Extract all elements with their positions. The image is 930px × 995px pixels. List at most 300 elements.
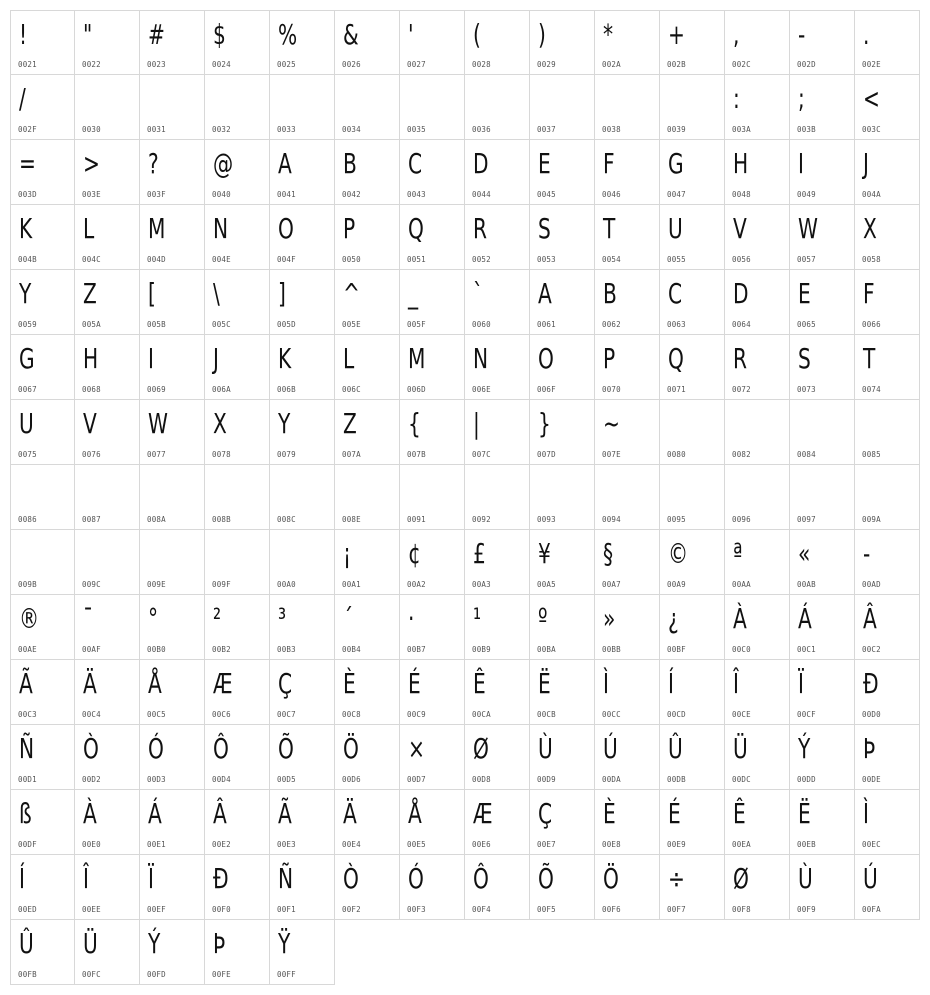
glyph-cell [75,140,140,205]
glyph-codepoint: 004C [82,255,101,264]
glyph-char: + [668,18,685,51]
glyph-cell [595,140,660,205]
glyph-cell [725,10,790,75]
glyph-char: » [603,602,616,635]
glyph-cell [75,270,140,335]
glyph-char: ] [278,277,286,310]
glyph-char: Ê [473,667,486,700]
glyph-cell [140,790,205,855]
glyph-codepoint: 00A3 [472,580,491,589]
glyph-cell [595,530,660,595]
glyph-codepoint: 00A1 [342,580,361,589]
glyph-char: U [668,212,683,245]
glyph-char: ^ [343,277,360,310]
glyph-codepoint: 007E [602,450,621,459]
glyph-char: O [538,342,554,375]
glyph-codepoint: 007A [342,450,361,459]
glyph-char: R [473,212,488,245]
glyph-char: ! [19,18,28,51]
glyph-cell [400,205,465,270]
glyph-codepoint: 00D5 [277,775,296,784]
glyph-codepoint: 0027 [407,60,426,69]
glyph-cell [400,465,465,530]
glyph-codepoint: 00AD [862,580,881,589]
glyph-codepoint: 00BB [602,645,621,654]
glyph-char: P [603,342,616,375]
glyph-codepoint: 00DC [732,775,751,784]
glyph-codepoint: 00D6 [342,775,361,784]
glyph-codepoint: 00C4 [82,710,101,719]
glyph-codepoint: 00AA [732,580,751,589]
glyph-char: H [733,147,749,180]
glyph-cell [660,595,725,660]
glyph-codepoint: 005D [277,320,296,329]
glyph-char: Ñ [278,862,294,895]
glyph-cell [205,790,270,855]
glyph-cell [400,855,465,920]
glyph-cell [270,660,335,725]
glyph-codepoint: 0076 [82,450,101,459]
glyph-cell [725,270,790,335]
glyph-cell [10,855,75,920]
glyph-char: ~ [603,407,620,440]
glyph-codepoint: 005B [147,320,166,329]
glyph-codepoint: 00A7 [602,580,621,589]
glyph-codepoint: 00D0 [862,710,881,719]
glyph-cell [855,855,920,920]
glyph-char: S [798,342,811,375]
glyph-codepoint: 0049 [797,190,816,199]
glyph-cell [140,270,205,335]
glyph-cell [270,10,335,75]
glyph-char: Æ [473,797,493,830]
glyph-codepoint: 00EC [862,840,881,849]
glyph-codepoint: 0033 [277,125,296,134]
glyph-char: Ü [733,732,748,765]
glyph-char: Z [83,277,97,310]
glyph-cell [595,660,660,725]
glyph-codepoint: 00CA [472,710,491,719]
glyph-codepoint: 00C0 [732,645,751,654]
glyph-char: X [863,212,877,245]
glyph-char: Ú [603,732,618,765]
glyph-cell [855,660,920,725]
glyph-codepoint: 00BF [667,645,686,654]
glyph-codepoint: 00CF [797,710,816,719]
glyph-char: Ü [83,927,98,960]
glyph-codepoint: 003B [797,125,816,134]
glyph-codepoint: 003A [732,125,751,134]
glyph-codepoint: 00E7 [537,840,556,849]
glyph-char: X [213,407,227,440]
glyph-cell [725,75,790,140]
glyph-char: , [733,18,740,51]
glyph-char: ' [408,18,414,51]
glyph-char: × [408,732,425,765]
glyph-char: V [733,212,747,245]
glyph-char: « [798,537,811,570]
glyph-codepoint: 0062 [602,320,621,329]
glyph-char: ¿ [668,602,679,635]
glyph-codepoint: 0030 [82,125,101,134]
glyph-codepoint: 006C [342,385,361,394]
glyph-cell [725,595,790,660]
glyph-char: Y [278,407,291,440]
glyph-cell [270,920,335,985]
glyph-cell [725,790,790,855]
glyph-cell [725,725,790,790]
glyph-codepoint: 0077 [147,450,166,459]
glyph-cell [10,790,75,855]
glyph-cell [530,855,595,920]
glyph-cell [530,465,595,530]
glyph-cell [790,725,855,790]
glyph-char: > [83,147,100,180]
glyph-codepoint: 007B [407,450,426,459]
glyph-char: Í [668,667,674,700]
glyph-char: · [408,602,415,635]
glyph-cell [790,400,855,465]
glyph-codepoint: 002C [732,60,751,69]
glyph-char: - [798,18,806,51]
glyph-char: Î [83,862,89,895]
glyph-codepoint: 0073 [797,385,816,394]
glyph-char: Î [733,667,739,700]
glyph-cell [465,660,530,725]
glyph-codepoint: 0035 [407,125,426,134]
glyph-codepoint: 006D [407,385,426,394]
glyph-codepoint: 00EF [147,905,166,914]
glyph-codepoint: 0024 [212,60,231,69]
glyph-codepoint: 00C7 [277,710,296,719]
glyph-cell [660,335,725,400]
glyph-codepoint: 00E3 [277,840,296,849]
glyph-char: < [863,82,880,115]
glyph-codepoint: 0084 [797,450,816,459]
glyph-cell [725,855,790,920]
glyph-cell [790,335,855,400]
glyph-cell [595,400,660,465]
glyph-codepoint: 0067 [18,385,37,394]
glyph-char: È [343,667,356,700]
glyph-cell [660,10,725,75]
glyph-cell [335,400,400,465]
glyph-cell [205,855,270,920]
glyph-char: " [83,18,93,51]
glyph-cell [855,790,920,855]
glyph-codepoint: 00CB [537,710,556,719]
glyph-codepoint: 00DD [797,775,816,784]
glyph-codepoint: 0096 [732,515,751,524]
glyph-codepoint: 00F9 [797,905,816,914]
glyph-cell [140,75,205,140]
glyph-char: Ù [538,732,553,765]
glyph-cell [335,205,400,270]
glyph-cell [530,205,595,270]
glyph-codepoint: 00E0 [82,840,101,849]
glyph-char: Ÿ [278,927,291,960]
glyph-cell [790,660,855,725]
glyph-cell [205,10,270,75]
glyph-codepoint: 00FA [862,905,881,914]
glyph-codepoint: 0054 [602,255,621,264]
glyph-char: { [408,407,421,440]
glyph-cell [270,75,335,140]
glyph-char: % [278,18,298,51]
glyph-cell [10,10,75,75]
glyph-char: Ç [538,797,553,830]
glyph-cell [10,725,75,790]
glyph-char: ´ [343,602,354,635]
glyph-cell [400,595,465,660]
glyph-cell [855,595,920,660]
glyph-char: Õ [538,862,554,895]
glyph-codepoint: 005E [342,320,361,329]
glyph-cell [75,465,140,530]
glyph-cell [400,660,465,725]
glyph-cell [725,140,790,205]
glyph-codepoint: 0037 [537,125,556,134]
glyph-cell [335,725,400,790]
glyph-cell [530,790,595,855]
glyph-char: Ö [343,732,359,765]
glyph-codepoint: 0029 [537,60,556,69]
glyph-cell [855,530,920,595]
glyph-char: Õ [278,732,294,765]
glyph-cell [335,75,400,140]
glyph-cell [140,465,205,530]
glyph-cell [530,530,595,595]
glyph-cell [270,205,335,270]
glyph-char: ¡ [343,537,352,570]
glyph-char: Û [19,927,34,960]
glyph-codepoint: 005C [212,320,231,329]
glyph-cell [465,855,530,920]
glyph-codepoint: 00D2 [82,775,101,784]
glyph-cell [75,10,140,75]
glyph-cell [335,10,400,75]
glyph-cell [75,530,140,595]
glyph-codepoint: 00A2 [407,580,426,589]
glyph-codepoint: 008A [147,515,166,524]
glyph-char: Ì [603,667,609,700]
glyph-char: ® [19,602,40,635]
glyph-cell [725,530,790,595]
glyph-cell [530,400,595,465]
glyph-codepoint: 0066 [862,320,881,329]
glyph-codepoint: 0065 [797,320,816,329]
glyph-cell [400,335,465,400]
glyph-char: Ò [83,732,99,765]
glyph-codepoint: 0079 [277,450,296,459]
glyph-cell [660,465,725,530]
glyph-cell [205,205,270,270]
glyph-codepoint: 00CC [602,710,621,719]
glyph-cell [10,400,75,465]
glyph-char: U [19,407,34,440]
glyph-char: J [213,342,219,375]
glyph-char: W [148,407,168,440]
glyph-char: È [603,797,616,830]
glyph-char: T [603,212,616,245]
glyph-cell [205,270,270,335]
glyph-char: Ï [798,667,804,700]
glyph-codepoint: 00A5 [537,580,556,589]
glyph-cell [400,140,465,205]
glyph-char: / [19,82,26,115]
glyph-codepoint: 00C8 [342,710,361,719]
glyph-cell [595,790,660,855]
glyph-cell [140,920,205,985]
glyph-codepoint: 00F4 [472,905,491,914]
glyph-cell [10,335,75,400]
glyph-cell [595,335,660,400]
glyph-codepoint: 004D [147,255,166,264]
glyph-codepoint: 0074 [862,385,881,394]
glyph-codepoint: 00F3 [407,905,426,914]
glyph-cell [400,790,465,855]
glyph-codepoint: 00CE [732,710,751,719]
glyph-cell [660,75,725,140]
glyph-codepoint: 008C [277,515,296,524]
glyph-codepoint: 0043 [407,190,426,199]
glyph-cell [205,920,270,985]
glyph-codepoint: 00DF [18,840,37,849]
glyph-cell [725,335,790,400]
glyph-char: V [83,407,97,440]
glyph-cell [10,75,75,140]
glyph-cell [335,335,400,400]
glyph-char: Ö [603,862,619,895]
glyph-codepoint: 00F0 [212,905,231,914]
glyph-char: $ [213,18,226,51]
glyph-codepoint: 0057 [797,255,816,264]
glyph-cell [660,660,725,725]
glyph-cell [270,855,335,920]
glyph-codepoint: 0078 [212,450,231,459]
glyph-cell [270,335,335,400]
glyph-codepoint: 008B [212,515,231,524]
glyph-cell [10,140,75,205]
glyph-codepoint: 0039 [667,125,686,134]
glyph-codepoint: 0045 [537,190,556,199]
glyph-char: Å [148,667,162,700]
glyph-char: º [538,602,548,635]
glyph-codepoint: 005F [407,320,426,329]
glyph-cell [660,530,725,595]
glyph-codepoint: 00B9 [472,645,491,654]
glyph-cell [790,465,855,530]
glyph-codepoint: 00E9 [667,840,686,849]
glyph-cell [725,400,790,465]
glyph-codepoint: 0058 [862,255,881,264]
glyph-cell [790,10,855,75]
glyph-cell [465,140,530,205]
glyph-cell [595,75,660,140]
glyph-char: N [213,212,229,245]
glyph-codepoint: 00FF [277,970,296,979]
glyph-codepoint: 00FC [82,970,101,979]
glyph-codepoint: 00FB [18,970,37,979]
glyph-char: ² [213,602,222,635]
glyph-cell [465,75,530,140]
glyph-cell [465,400,530,465]
glyph-char: B [343,147,357,180]
glyph-codepoint: 0087 [82,515,101,524]
glyph-cell [270,595,335,660]
glyph-char: Å [408,797,422,830]
glyph-char: ¢ [408,537,421,570]
glyph-char: Đ [863,667,879,700]
glyph-cell [10,920,75,985]
glyph-codepoint: 00F6 [602,905,621,914]
glyph-codepoint: 0044 [472,190,491,199]
glyph-char: K [19,212,33,245]
glyph-codepoint: 0051 [407,255,426,264]
glyph-char: L [343,342,355,375]
glyph-codepoint: 009B [18,580,37,589]
glyph-cell [335,140,400,205]
glyph-cell [205,595,270,660]
glyph-char: ª [733,537,743,570]
glyph-codepoint: 0080 [667,450,686,459]
glyph-codepoint: 002E [862,60,881,69]
glyph-cell [725,205,790,270]
glyph-codepoint: 00A0 [277,580,296,589]
glyph-codepoint: 0060 [472,320,491,329]
glyph-char: _ [408,277,419,310]
glyph-cell [10,530,75,595]
glyph-codepoint: 00BA [537,645,556,654]
glyph-cell [75,660,140,725]
glyph-codepoint: 006F [537,385,556,394]
glyph-char: D [733,277,749,310]
glyph-cell [335,790,400,855]
glyph-codepoint: 0059 [18,320,37,329]
glyph-codepoint: 00DB [667,775,686,784]
glyph-cell [790,140,855,205]
glyph-char: Ê [733,797,746,830]
glyph-codepoint: 0091 [407,515,426,524]
glyph-codepoint: 00EA [732,840,751,849]
glyph-char: A [278,147,292,180]
glyph-codepoint: 0093 [537,515,556,524]
glyph-codepoint: 003E [82,190,101,199]
glyph-cell [75,855,140,920]
glyph-cell [335,855,400,920]
glyph-char: ° [148,602,159,635]
glyph-char: ¯ [83,602,94,635]
glyph-char: À [733,602,747,635]
glyph-char: Ó [408,862,424,895]
glyph-codepoint: 0052 [472,255,491,264]
glyph-cell [855,205,920,270]
glyph-codepoint: 00B4 [342,645,361,654]
glyph-cell [75,920,140,985]
glyph-cell [10,595,75,660]
glyph-codepoint: 00AE [18,645,37,654]
glyph-char: G [19,342,35,375]
glyph-cell [465,205,530,270]
glyph-char: S [538,212,551,245]
glyph-char: Q [408,212,424,245]
glyph-codepoint: 00D4 [212,775,231,784]
glyph-cell [205,660,270,725]
glyph-char: Û [668,732,683,765]
glyph-char: Ä [83,667,97,700]
glyph-codepoint: 0036 [472,125,491,134]
glyph-codepoint: 0025 [277,60,296,69]
